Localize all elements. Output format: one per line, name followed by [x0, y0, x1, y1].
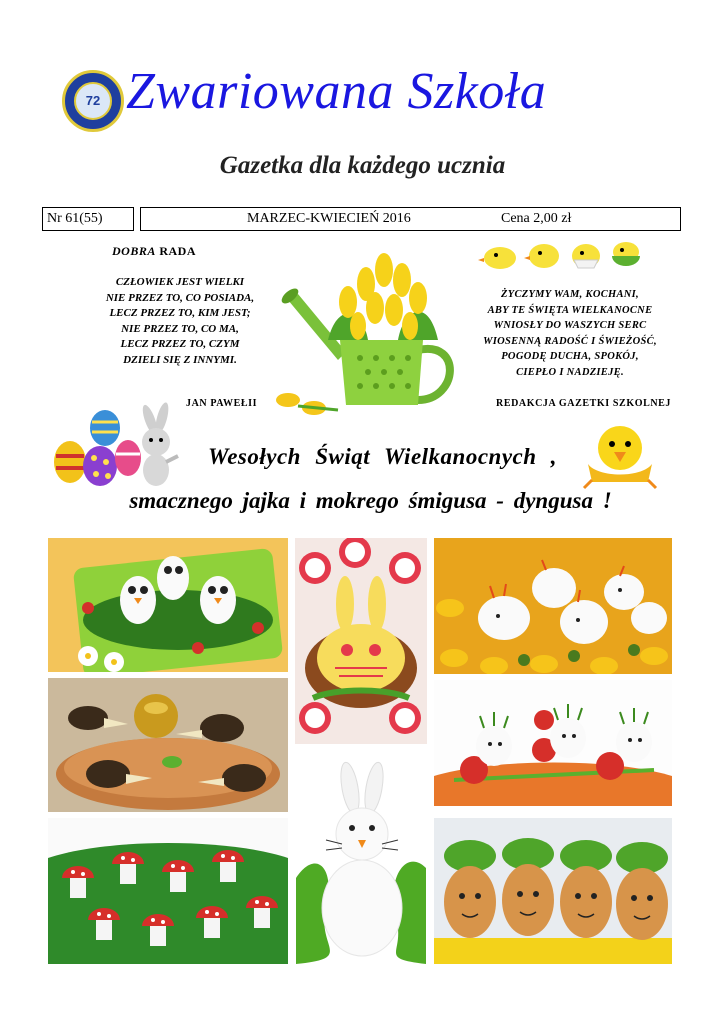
- advice-title-italic: DOBRA: [112, 244, 156, 258]
- advice-title-rest: RADA: [159, 244, 197, 258]
- advice-quote: [60, 275, 300, 368]
- advice-line: LECZ PRZEZ TO, KIM JEST;: [109, 307, 251, 319]
- advice-line: LECZ PRZEZ TO, CZYM: [120, 338, 240, 350]
- wishes-line: WNIOSŁY DO WASZYCH SERC: [493, 320, 647, 331]
- newspaper-title: Zwariowana Szkoła: [126, 63, 547, 120]
- advice-line: DZIELI SIĘ Z INNYMI.: [123, 353, 237, 366]
- editors-signature: REDAKCJA GAZETKI SZKOLNEJ: [496, 398, 672, 409]
- newspaper-subtitle: Gazetka dla każdego ucznia: [219, 152, 506, 179]
- issue-price: Cena 2,00 zł: [501, 211, 572, 226]
- chicks-decoration: [478, 236, 648, 272]
- wishes-line: POGODĘ DUCHA, SPOKÓJ,: [501, 351, 639, 362]
- advice-line: NIE PRZEZ TO, CO POSIADA,: [105, 291, 255, 304]
- photo-egg-bunny: [296, 758, 426, 964]
- photo-pear-hedgehogs: [48, 678, 288, 812]
- wishes-line: WIOSENNĄ RADOŚĆ I ŚWIEŻOŚĆ,: [483, 335, 657, 347]
- logo-number: 72: [74, 82, 112, 120]
- issue-info-box: [140, 207, 681, 231]
- photo-egg-chicks-salad: [48, 538, 288, 672]
- issue-number-box: [42, 207, 134, 231]
- wishes-line: ŻYCZYMY WAM, KOCHANI,: [501, 289, 639, 300]
- easter-greeting-line2: smacznego jajka i mokrego śmigusa - dyngusa !: [129, 488, 612, 513]
- advice-title: [112, 244, 196, 259]
- photo-egg-mushrooms: [48, 818, 288, 964]
- school-logo: [62, 70, 124, 132]
- issue-date: MARZEC-KWIECIEŃ 2016: [247, 211, 411, 226]
- issue-number: Nr 61(55): [47, 211, 103, 226]
- photo-egg-hedgehogs: [434, 680, 672, 806]
- photo-egg-chicks-olives: [434, 538, 672, 674]
- easter-greeting-line1: Wesołych Świąt Wielkanocnych ,: [207, 444, 558, 469]
- advice-line: NIE PRZEZ TO, CO MA,: [121, 322, 239, 335]
- photo-bunny-sandwich: [295, 538, 427, 744]
- wishes-text: [460, 287, 680, 380]
- advice-line: CZŁOWIEK JEST WIELKI: [115, 276, 245, 288]
- wishes-line: CIEPŁO I NADZIEJĘ.: [516, 366, 624, 378]
- tulip-watering-can-illustration: [268, 240, 468, 420]
- wishes-line: ABY TE ŚWIĘTA WIELKANOCNE: [487, 304, 653, 316]
- advice-author: JAN PAWEŁII: [186, 398, 258, 409]
- photo-egg-faces-cress: [434, 818, 672, 964]
